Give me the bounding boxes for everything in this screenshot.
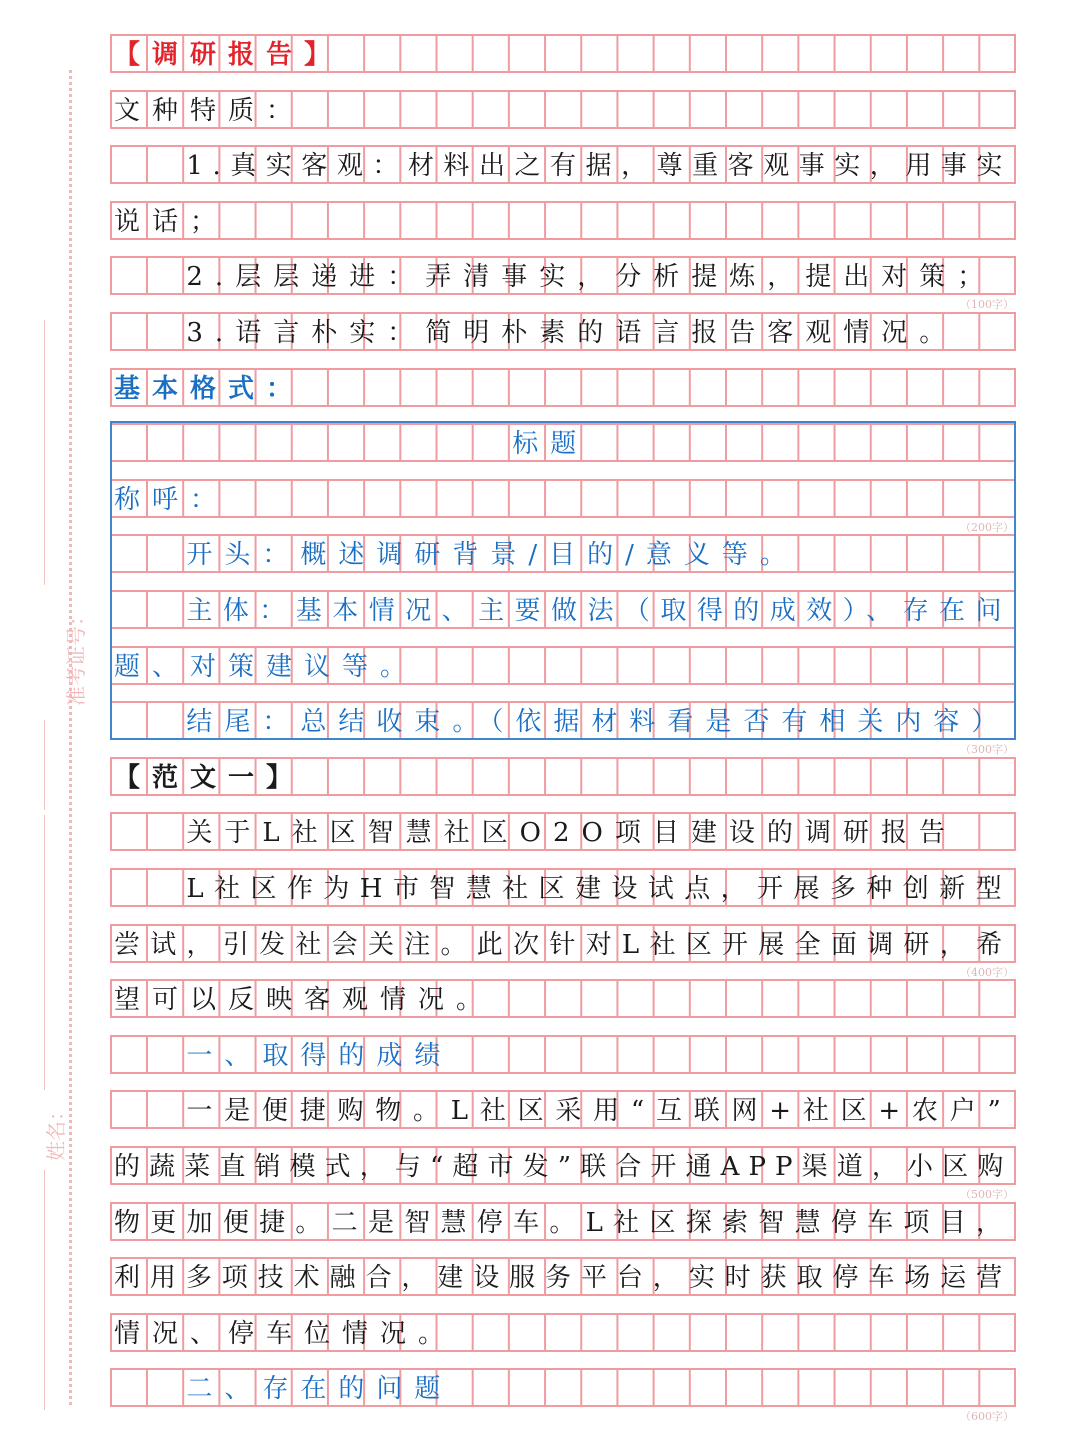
grid-row (110, 924, 1016, 963)
grid-row-text: 文种特质： (114, 95, 305, 126)
grid-row-text: 利用多项技术融合，建设服务平台，实时获取停车场运营 (114, 1263, 1013, 1294)
word-count-mark: （200字） (960, 520, 1014, 534)
grid-row-text: 【范文一】 (114, 762, 305, 793)
grid-row (110, 1035, 1016, 1074)
grid-row-text: L社区作为H市智慧社区建设试点，开展多种创新型 (186, 874, 1012, 904)
grid-row-text: 1.真实客观：材料出之有据，尊重客观事实，用事实 (186, 151, 1012, 182)
grid-row-text: 标题 (512, 429, 589, 460)
word-count-mark: （300字） (960, 743, 1014, 757)
grid-row (110, 201, 1016, 240)
word-count-mark: （600字） (960, 1410, 1014, 1424)
grid-row (110, 979, 1016, 1018)
exam-id-label (26, 590, 88, 720)
name-label-text: 姓名： (44, 1101, 68, 1161)
grid-row (110, 368, 1016, 407)
grid-row-text: 二、存在的问题 (186, 1374, 453, 1405)
exam-id-rule-top (44, 320, 45, 585)
grid-row (110, 256, 1016, 295)
grid-row (110, 90, 1016, 129)
grid-row-text: 的蔬菜直销模式，与“超市发”联合开通APP渠道，小区购 (114, 1152, 1013, 1182)
grid-row-text: 尝试，引发社会关注。此次针对L社区开展全面调研，希 (114, 929, 1013, 960)
word-count-mark: （100字） (960, 298, 1014, 312)
binding-margin-dotted-line (69, 70, 72, 1405)
grid-row-text: 开头：概述调研背景/目的/意义等。 (186, 540, 798, 571)
word-count-mark: （500字） (960, 1188, 1014, 1201)
name-rule-bottom (44, 1170, 45, 1410)
grid-row-text: 2.层层递进：弄清事实，分析提炼，提出对策； (186, 262, 996, 293)
grid-row (110, 868, 1016, 907)
grid-row (110, 1368, 1016, 1407)
grid-row (110, 1257, 1016, 1296)
grid-row (110, 757, 1016, 796)
grid-row-text: 主体：基本情况、主要做法（取得的成效）、存在问 (186, 596, 1012, 626)
grid-row-text: 【调研报告】 (114, 40, 343, 70)
basic-format-frame (110, 421, 1016, 740)
grid-row (110, 145, 1016, 184)
word-count-mark: （400字） (960, 965, 1014, 979)
exam-id-label-text: 准考证号： (64, 606, 88, 706)
grid-row-text: 物更加便捷。二是智慧停车。L社区探索智慧停车项目， (114, 1207, 1013, 1238)
grid-row-text: 关于L社区智慧社区O2O项目建设的调研报告 (186, 818, 957, 849)
exam-id-rule-bottom (44, 720, 45, 810)
grid-row (110, 1313, 1016, 1352)
grid-row-text: 说话； (114, 206, 229, 237)
grid-row-text: 结尾：总结收束。（依据材料看是否有相关内容） (186, 707, 1010, 738)
grid-row-text: 3.语言朴实：简明朴素的语言报告客观情况。 (186, 318, 958, 348)
grid-row-text: 基本格式： (114, 373, 305, 404)
grid-row-text: 称呼： (114, 484, 229, 515)
grid-row-text: 情况、停车位情况。 (114, 1318, 457, 1349)
grid-row (110, 34, 1016, 73)
grid-row-text: 一、取得的成绩 (186, 1040, 453, 1071)
grid-row (110, 312, 1016, 351)
grid-row (110, 1146, 1016, 1185)
grid-row (110, 1202, 1016, 1241)
grid-row (110, 1090, 1016, 1129)
grid-row-text: 望可以反映客观情况。 (114, 985, 495, 1016)
name-rule-top (44, 815, 45, 1090)
name-label (26, 1095, 68, 1165)
grid-row-text: 一是便捷购物。L社区采用“互联网+社区+农户” (186, 1096, 1013, 1127)
grid-row-text: 题、对策建议等。 (114, 651, 419, 682)
grid-row (110, 812, 1016, 851)
